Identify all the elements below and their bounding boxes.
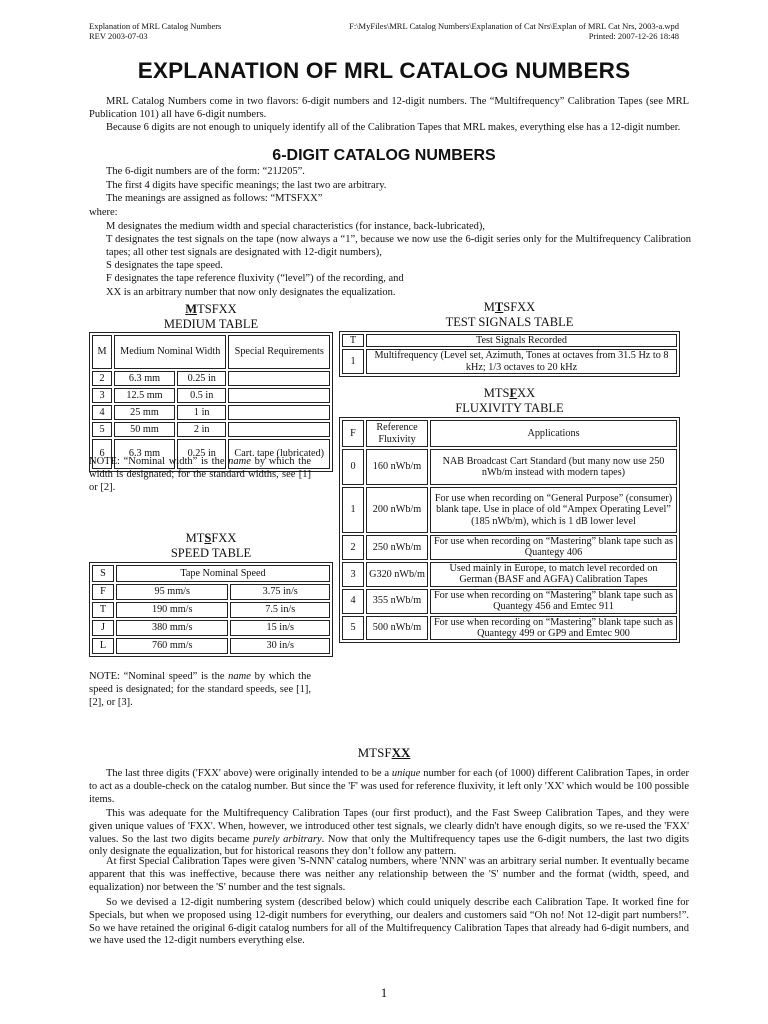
reference-fluxivity: 250 nWb/m — [366, 535, 428, 560]
medium-code: 5 — [92, 422, 112, 437]
table-row — [342, 449, 677, 485]
reference-fluxivity: 160 nWb/m — [366, 449, 428, 485]
speed-in: 15 in/s — [230, 620, 330, 636]
fluxivity-code: 0 — [342, 449, 364, 485]
reference-fluxivity: 355 nWb/m — [366, 589, 428, 614]
application: For use when recording on “Mastering” blank tape such as Quantegy 406 — [430, 535, 677, 560]
signal-code: 1 — [342, 349, 364, 374]
fluxivity-code: 3 — [342, 562, 364, 587]
speed-mm: 190 mm/s — [116, 602, 228, 618]
medium-code: 2 — [92, 371, 112, 386]
fluxivity-code-label: MTSFXX — [483, 386, 536, 400]
reference-fluxivity: G320 nWb/m — [366, 562, 428, 587]
table-row — [342, 349, 677, 374]
printed-date: Printed: 2007-12-26 18:48 — [588, 30, 679, 41]
speed-code: T — [92, 602, 114, 618]
header-left — [89, 22, 221, 42]
special-requirements — [228, 422, 330, 437]
fluxivity-code: 4 — [342, 589, 364, 614]
width-in: 0.5 in — [177, 388, 227, 403]
special-requirements — [228, 388, 330, 403]
speed-code-label: MTSFXX — [185, 531, 237, 545]
special-requirements: Cart. tape (lubricated) — [228, 439, 330, 469]
file-path: F:\MyFiles\MRL Catalog Numbers\Explanation of Cat Nrs\Explan of MRL Cat Nrs, 2003-a.wpd — [349, 21, 679, 31]
width-mm: 25 mm — [114, 405, 175, 420]
speed-mm: 760 mm/s — [116, 638, 228, 654]
table-row — [92, 388, 330, 403]
table-row — [342, 589, 677, 614]
application: For use when recording on “General Purpose” (consumer) blank tape. Use in place of old “Ampex Operating Level” (185 nWb/m), which is 1 dB lower level — [430, 487, 677, 533]
speed-table-title: SPEED TABLE — [170, 546, 252, 560]
speed-in: 30 in/s — [230, 638, 330, 654]
form-line: The 6-digit numbers are of the form: “21J205”. — [106, 166, 305, 177]
table-row — [92, 638, 330, 654]
f-definition: F designates the tape reference fluxivity (“level”) of the recording, and — [106, 273, 404, 284]
application: For use when recording on “Mastering” blank tape such as Quantegy 456 and Emtec 911 — [430, 589, 677, 614]
table-row — [342, 535, 677, 560]
medium-code: 3 — [92, 388, 112, 403]
column-header: Reference Fluxivity — [366, 420, 428, 447]
document-name: Explanation of MRL Catalog Numbers — [89, 21, 222, 31]
medium-code: 6 — [92, 439, 112, 469]
column-header: Test Signals Recorded — [366, 334, 677, 347]
signals-table-caption — [339, 300, 680, 330]
table-row — [92, 422, 330, 437]
speed-code: F — [92, 584, 114, 600]
table-row — [92, 602, 330, 618]
intro-paragraph-2: Because 6 digits are not enough to uniquely identify all of the Calibration Tapes that MRL makes, everything else has a 12-digit number. — [106, 122, 681, 133]
column-header: Tape Nominal Speed — [116, 565, 330, 582]
m-definition: M designates the medium width and special characteristics (for instance, back-lubricated), — [106, 221, 486, 232]
xx-paragraph-3: At first Special Calibration Tapes were given 'S-NNN' catalog numbers, where 'NNN' was an arbitrary serial number. It eventually became apparent that this was ineffective, because there was neither any relationship between the 'S' number and the format (width, speed, and equalization) nor between the 'S' number and the test signals. — [89, 856, 689, 893]
fluxivity-table — [339, 417, 680, 643]
table-row — [92, 371, 330, 386]
reference-fluxivity: 200 nWb/m — [366, 487, 428, 533]
width-in: 2 in — [177, 422, 227, 437]
page-title: EXPLANATION OF MRL CATALOG NUMBERS — [137, 58, 631, 83]
signal-description: Multifrequency (Level set, Azimuth, Tones at octaves from 31.5 Hz to 8 kHz; 1/3 octaves to 20 kHz — [366, 349, 677, 374]
fluxivity-code: 5 — [342, 616, 364, 641]
width-in: 0.25 in — [177, 371, 227, 386]
xx-paragraph-1: The last three digits ('FXX' above) were originally intended to be a unique number for each (of 1000) different Calibration Tapes, in order to act as a double-check on the catalog number. But since the 'F' was used for reference fluxivity, it left only 'XX' which would be 100 possible items. — [89, 768, 690, 805]
speed-mm: 380 mm/s — [116, 620, 228, 636]
table-row — [92, 584, 330, 600]
speed-note: NOTE: “Nominal speed” is the name by which the speed is designated; for the standard speeds, see [1], [2], or [3]. — [89, 671, 311, 708]
digits-meaning-line: The first 4 digits have specific meanings; the last two are arbitrary. — [106, 180, 387, 191]
width-mm: 6.3 mm — [114, 439, 175, 469]
assignment-line: The meanings are assigned as follows: “MTSFXX” — [106, 193, 323, 204]
table-header-row — [92, 335, 330, 369]
reference-fluxivity: 500 nWb/m — [366, 616, 428, 641]
table-row — [92, 405, 330, 420]
s-definition: S designates the tape speed. — [106, 260, 223, 271]
medium-code-label: MTSFXX — [185, 302, 237, 316]
speed-mm: 95 mm/s — [116, 584, 228, 600]
width-in: 0.25 in — [177, 439, 227, 469]
fluxivity-table-title: FLUXIVITY TABLE — [455, 401, 564, 415]
column-header: Special Requirements — [228, 335, 330, 369]
speed-table-caption — [89, 531, 333, 561]
speed-in: 3.75 in/s — [230, 584, 330, 600]
header-right — [349, 22, 679, 42]
page-number: 1 — [380, 985, 388, 1000]
column-header: Applications — [430, 420, 677, 447]
application: For use when recording on “Mastering” blank tape such as Quantegy 499 or GP9 and Emtec 900 — [430, 616, 677, 641]
medium-table — [89, 332, 333, 472]
table-header-row — [92, 565, 330, 582]
width-mm: 6.3 mm — [114, 371, 175, 386]
medium-table-caption — [89, 302, 333, 332]
table-row — [92, 620, 330, 636]
column-header: T — [342, 334, 364, 347]
xx-paragraph-4: So we devised a 12-digit numbering system (described below) which could uniquely describe each Calibration Tape. It worked fine for Specials, but when we proposed using 12-digit numbers for everything, our dealers and customers said “Oh no! Not 12-digit part numbers!”. So we have retained the original 6-digit catalog numbers for all of the Multifrequency Calibration Tapes that already had 6-digit numbers, and we have used the 12-digit numbers everything else. — [89, 897, 689, 947]
speed-in: 7.5 in/s — [230, 602, 330, 618]
intro-paragraph-1: MRL Catalog Numbers come in two flavors: 6-digit numbers and 12-digit numbers. The “Multifrequency” Calibration Tapes (see MRL Publication 101) all have 6-digit numbers. — [89, 96, 689, 120]
table-row — [342, 487, 677, 533]
fluxivity-code: 2 — [342, 535, 364, 560]
table-header-row — [342, 420, 677, 447]
xx-paragraph-2: This was adequate for the Multifrequency Calibration Tapes (our first product), and the Fast Sweep Calibration Tapes, and they were given unique values of 'FXX'. When, however, we introduced other test signals, we clearly didn't have enough digits, so we re-used the 'FXX' values. So the last two digits became purely arbitrary. Now that only the Multifrequency tapes use the 6-digit numbers, the last two digits only designate the equalization, but for historical reasons they don’t follow any pattern. — [89, 808, 689, 858]
medium-code: 4 — [92, 405, 112, 420]
column-header: S — [92, 565, 114, 582]
signals-table-title: TEST SIGNALS TABLE — [445, 315, 574, 329]
column-header: M — [92, 335, 112, 369]
table-row — [342, 562, 677, 587]
table-row — [342, 616, 677, 641]
width-mm: 50 mm — [114, 422, 175, 437]
special-requirements — [228, 405, 330, 420]
medium-table-title: MEDIUM TABLE — [163, 317, 259, 331]
fluxivity-table-caption — [339, 386, 680, 416]
fluxivity-code: 1 — [342, 487, 364, 533]
width-in: 1 in — [177, 405, 227, 420]
speed-code: J — [92, 620, 114, 636]
speed-code: L — [92, 638, 114, 654]
xx-section-heading: MTSFXX — [357, 745, 411, 760]
application: Used mainly in Europe, to match level recorded on German (BASF and AGFA) Calibration Tapes — [430, 562, 677, 587]
column-header: Medium Nominal Width — [114, 335, 226, 369]
xx-definition: XX is an arbitrary number that now only designates the equalization. — [106, 287, 396, 298]
application: NAB Broadcast Cart Standard (but many now use 250 nWb/m instead with modern tapes) — [430, 449, 677, 485]
special-requirements — [228, 371, 330, 386]
section-heading-6-digit: 6-DIGIT CATALOG NUMBERS — [272, 147, 496, 164]
where-label: where: — [89, 207, 118, 218]
speed-table — [89, 562, 333, 657]
column-header: F — [342, 420, 364, 447]
table-header-row — [342, 334, 677, 347]
width-mm: 12.5 mm — [114, 388, 175, 403]
revision: REV 2003-07-03 — [89, 30, 148, 41]
t-definition: T designates the test signals on the tape (now always a “1”, because we now use the 6-digit series only for the Multifrequency Calibration tapes; all other test signals are designated with 12-digit numbers), — [106, 234, 691, 258]
medium-note: NOTE: “Nominal width” is the name by which the width is designated; for the standard widths, see [1] or [2]. — [89, 456, 311, 493]
signals-code-label: MTSFXX — [483, 300, 536, 314]
test-signals-table — [339, 331, 680, 377]
